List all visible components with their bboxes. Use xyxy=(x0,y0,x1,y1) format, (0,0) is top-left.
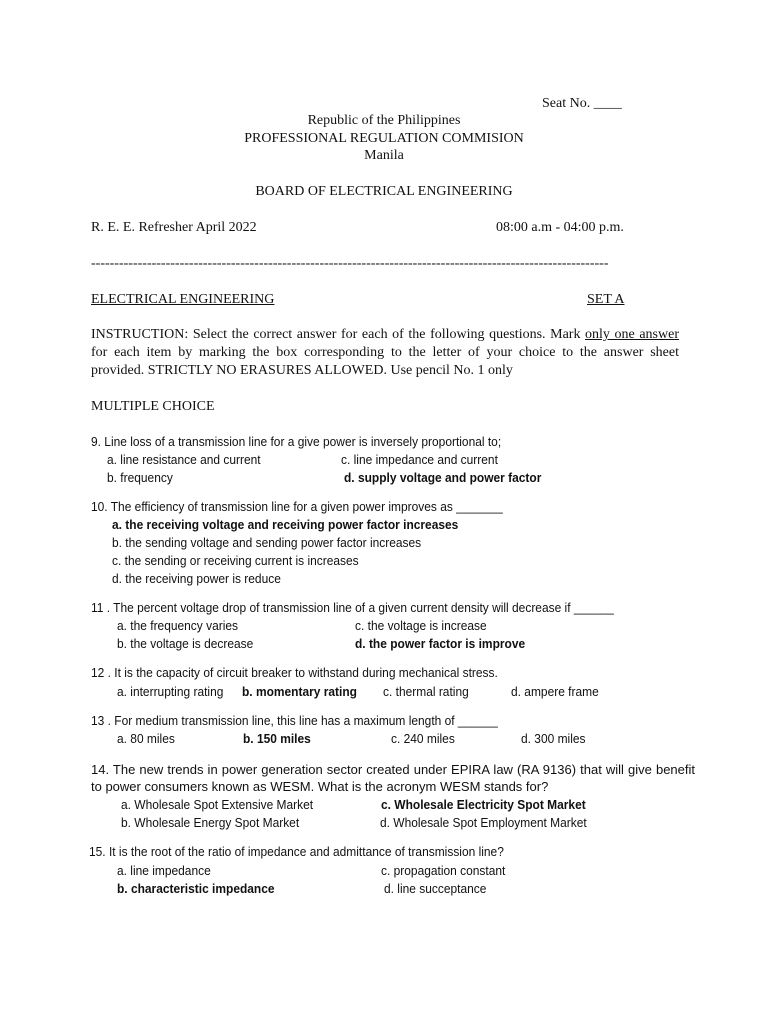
question-15-option-c: c. propagation constant xyxy=(381,863,506,878)
instruction-emphasis: only one answer xyxy=(585,327,679,342)
question-9-option-a: a. line resistance and current xyxy=(107,452,261,467)
question-9-text: 9. Line loss of a transmission line for a give power is inversely proportional to; xyxy=(91,434,502,449)
question-15-option-d: d. line succeptance xyxy=(384,881,487,896)
question-11-option-b: b. the voltage is decrease xyxy=(117,636,254,651)
question-11-option-d: d. the power factor is improve xyxy=(355,636,526,651)
republic-heading: Republic of the Philippines xyxy=(307,113,461,128)
question-12-option-d: d. ampere frame xyxy=(511,684,599,699)
question-12-option-b: b. momentary rating xyxy=(242,684,357,699)
city-heading: Manila xyxy=(364,148,404,163)
question-11-option-a: a. the frequency varies xyxy=(117,618,239,633)
question-14-option-a: a. Wholesale Spot Extensive Market xyxy=(121,797,314,812)
question-10-text: 10. The efficiency of transmission line for a given power improves as _______ xyxy=(91,499,503,514)
set-label: SET A xyxy=(587,292,625,307)
exam-title: R. E. E. Refresher April 2022 xyxy=(91,220,257,235)
section-heading: MULTIPLE CHOICE xyxy=(91,399,215,414)
seat-number: Seat No. ____ xyxy=(542,96,622,111)
question-15-option-b: b. characteristic impedance xyxy=(117,881,275,896)
subject-name: ELECTRICAL ENGINEERING xyxy=(91,292,275,307)
question-9-option-c: c. line impedance and current xyxy=(341,452,498,467)
question-9-option-d: d. supply voltage and power factor xyxy=(344,470,542,485)
commission-heading: PROFESSIONAL REGULATION COMMISION xyxy=(244,131,524,146)
question-13-option-c: c. 240 miles xyxy=(391,731,455,746)
exam-time: 08:00 a.m - 04:00 p.m. xyxy=(496,220,624,235)
instruction-text-2: for each item by marking the box corresponding to the letter of your choice to the answer sheet provided. STRICTLY NO ERASURES ALLOWED. Use pencil No. 1 only xyxy=(91,345,679,378)
question-13-text: 13 . For medium transmission line, this line has a maximum length of ______ xyxy=(91,713,498,728)
question-15-option-a: a. line impedance xyxy=(117,863,211,878)
question-12-option-c: c. thermal rating xyxy=(383,684,469,699)
question-10-option-a: a. the receiving voltage and receiving power factor increases xyxy=(112,517,459,532)
question-13-option-b: b. 150 miles xyxy=(243,731,311,746)
question-15-text: 15. It is the root of the ratio of impedance and admittance of transmission line? xyxy=(89,844,504,859)
question-13-option-d: d. 300 miles xyxy=(521,731,586,746)
question-14-option-d: d. Wholesale Spot Employment Market xyxy=(380,815,587,830)
board-heading: BOARD OF ELECTRICAL ENGINEERING xyxy=(255,184,513,199)
question-10-option-c: c. the sending or receiving current is increases xyxy=(112,553,359,568)
question-11-text: 11 . The percent voltage drop of transmission line of a given current density will decrease if ______ xyxy=(91,600,614,615)
divider-line: --------------------------------------------------------------------------------------------------------------- xyxy=(91,256,609,271)
question-10-option-b: b. the sending voltage and sending power factor increases xyxy=(112,535,422,550)
question-13-option-a: a. 80 miles xyxy=(117,731,175,746)
question-9-option-b: b. frequency xyxy=(107,470,173,485)
question-14-option-c: c. Wholesale Electricity Spot Market xyxy=(381,797,586,812)
instruction-text-1: INSTRUCTION: Select the correct answer for each of the following questions. Mark xyxy=(91,327,586,342)
question-10-option-d: d. the receiving power is reduce xyxy=(112,571,281,586)
question-14-text: 14. The new trends in power generation sector created under EPIRA law (RA 9136) that will give benefit to power consumers known as WESM. What is the acronym WESM stands for? xyxy=(91,762,695,794)
question-11-option-c: c. the voltage is increase xyxy=(355,618,487,633)
question-14-option-b: b. Wholesale Energy Spot Market xyxy=(121,815,300,830)
instruction-paragraph xyxy=(91,326,679,380)
question-12-text: 12 . It is the capacity of circuit breaker to withstand during mechanical stress. xyxy=(91,665,498,680)
question-12-option-a: a. interrupting rating xyxy=(117,684,224,699)
